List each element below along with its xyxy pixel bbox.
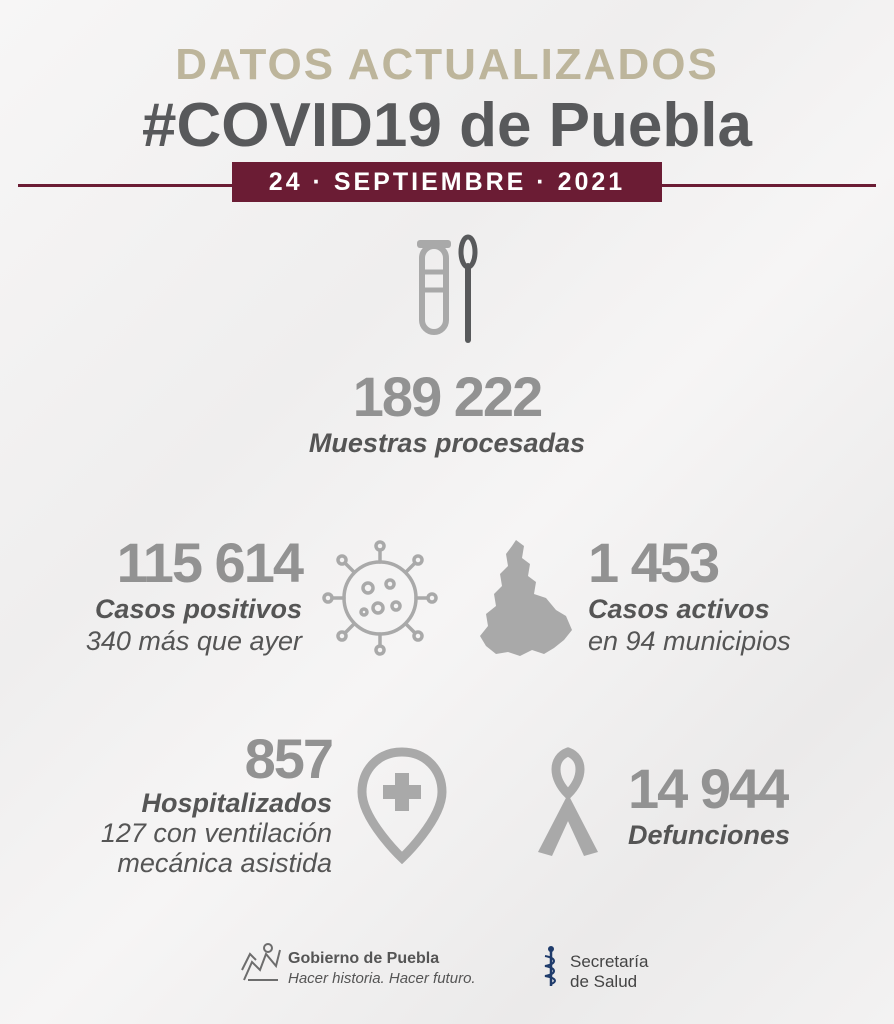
page-title: #COVID19 de Puebla [142, 91, 752, 160]
hospitalizados-label: Hospitalizados [141, 788, 332, 818]
defunciones-label: Defunciones [628, 820, 791, 850]
muestras-label: Muestras procesadas [308, 428, 586, 458]
activos-sub: en 94 municipios [588, 626, 791, 656]
ribbon-icon [528, 744, 608, 860]
activos-label: Casos activos [588, 594, 770, 624]
puebla-map-icon [476, 536, 576, 660]
gobierno-puebla-logo [238, 940, 284, 984]
test-tube-icon [410, 232, 490, 344]
positivos-label: Casos positivos [94, 594, 302, 624]
gov-slogan: Hacer historia. Hacer futuro. [288, 970, 476, 987]
hospitalizados-value: 857 [244, 727, 332, 790]
gov-name: Gobierno de Puebla [288, 950, 440, 967]
salud-line1: Secretaría [570, 952, 649, 971]
positivos-value: 115 614 [116, 531, 302, 594]
defunciones-value: 14 944 [628, 757, 788, 820]
positivos-sub: 340 más que ayer [85, 626, 302, 656]
date-text: 24 · SEPTIEMBRE · 2021 [268, 167, 626, 196]
date-badge [232, 162, 662, 202]
salud-line2: de Salud [570, 972, 638, 991]
header-subtitle: DATOS ACTUALIZADOS [175, 40, 719, 89]
salud-caduceus-icon [540, 944, 562, 988]
activos-value: 1 453 [588, 531, 719, 594]
hospitalizados-sub2: mecánica asistida [117, 848, 332, 878]
hospitalizados-sub1: 127 con ventilación [100, 818, 332, 848]
virus-icon [320, 538, 440, 658]
hospital-pin-icon [356, 746, 448, 864]
muestras-value: 189 222 [352, 365, 542, 428]
